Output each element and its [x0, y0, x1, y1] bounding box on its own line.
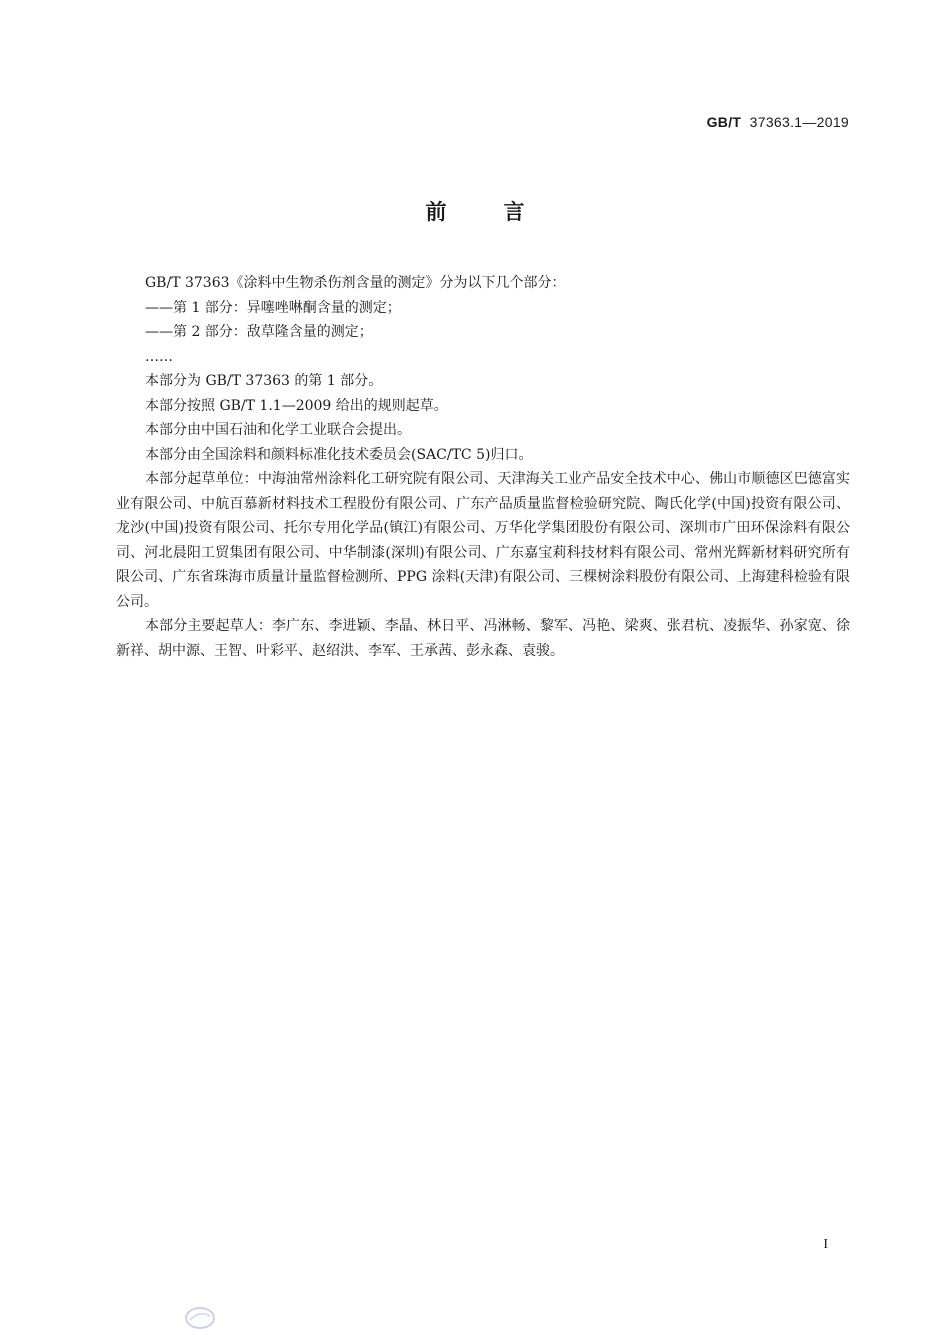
- sac-watermark-logo: [184, 1306, 216, 1330]
- page-title: [0, 196, 950, 226]
- standard-number: [707, 114, 849, 130]
- paragraph-parts-intro: GB/T 37363《涂料中生物杀伤剂含量的测定》分为以下几个部分：: [145, 275, 566, 291]
- standard-code: 37363.1—2019: [749, 114, 849, 130]
- title-char-1: 前: [425, 200, 447, 224]
- standard-prefix: GB/T: [706, 114, 742, 130]
- paragraph-drafting-units: 本部分起草单位：中海油常州涂料化工研究院有限公司、天津海关工业产品安全技术中心、佛山市顺德区巴德富实业有限公司、中航百慕新材料技术工程股份有限公司、广东产品质量监督检验研究院、陶氏化学(中国)投资有限公司、龙沙(中国)投资有限公司、托尔专用化学品(镇江)有限公司、万华化学集团股份有限公司、深圳市广田环保涂料有限公司、河北晨阳工贸集团有限公司、中华制漆(深圳)有限公司、广东嘉宝莉科技材料有限公司、常州光辉新材料研究所有限公司、广东省珠海市质量计量监督检测所、PPG 涂料(天津)有限公司、三棵树涂料股份有限公司、上海建科检验有限公司。: [116, 471, 850, 610]
- foreword-body: [116, 271, 850, 663]
- paragraph-drafting-rules: 本部分按照 GB/T 1.1—2009 给出的规则起草。: [145, 397, 448, 414]
- paragraph-proposer: 本部分由中国石油和化学工业联合会提出。: [145, 422, 411, 438]
- paragraph-drafters: 本部分主要起草人：李广东、李进颖、李晶、林日平、冯淋畅、黎军、冯艳、梁爽、张君杭、凌振华、孙家宽、徐新祥、胡中源、王智、叶彩平、赵绍洪、李军、王承茜、彭永森、袁骏。: [116, 618, 850, 659]
- paragraph-committee: 本部分由全国涂料和颜料标准化技术委员会(SAC/TC 5)归口。: [145, 446, 533, 463]
- page-number: I: [823, 1237, 828, 1252]
- paragraph-part-statement: 本部分为 GB/T 37363 的第 1 部分。: [145, 373, 383, 389]
- list-item-ellipsis: ……: [145, 348, 173, 365]
- title-char-2: 言: [503, 200, 525, 224]
- list-item-part-1: ——第 1 部分：异噻唑啉酮含量的测定；: [145, 299, 401, 316]
- list-item-part-2: ——第 2 部分：敌草隆含量的测定；: [145, 324, 373, 340]
